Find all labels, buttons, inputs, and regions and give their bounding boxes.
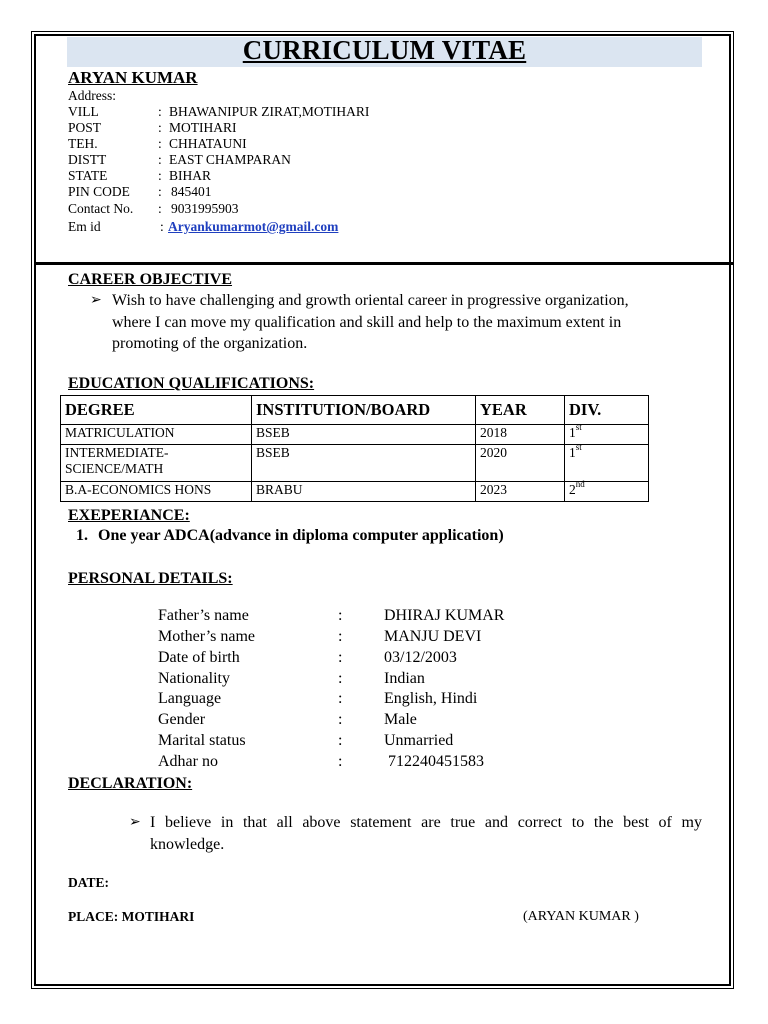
experience-heading: EXEPERIANCE: [68,507,190,524]
address-label [68,88,116,104]
personal-label: Gender [158,711,206,728]
degree-text: B.A-ECONOMICS HONS [65,482,212,497]
degree-text-line2: SCIENCE/MATH [65,461,164,476]
detail-label: POST [68,120,102,135]
detail-value: EAST CHAMPARAN [169,152,291,167]
cell-year: 2018 [476,425,565,445]
personal-value: Unmarried [384,732,454,749]
detail-sep: : [158,184,162,199]
address-label-text: Address: [68,88,116,103]
email-sep: : [160,219,164,234]
div-suffix: st [575,421,582,432]
cell-degree [61,482,252,502]
personal-value: English, Hindi [384,690,478,707]
email-label: Em id [68,219,101,234]
cell-div [565,478,649,502]
detail-value: 9031995903 [171,201,239,216]
detail-sep: : [158,104,162,119]
cell-div [565,441,649,482]
personal-label: Nationality [158,670,230,687]
table-row [61,445,649,482]
personal-value: DHIRAJ KUMAR [384,607,505,624]
career-objective-text [112,290,712,355]
experience-number: 1. [76,527,88,544]
div-suffix: nd [575,478,585,489]
detail-sep: : [158,136,162,151]
cell-year: 2020 [476,445,565,482]
personal-label: Mother’s name [158,628,256,645]
cell-year: 2023 [476,482,565,502]
detail-label: PIN CODE [68,184,130,199]
declaration-line: knowledge. [150,835,225,853]
personal-sep: : [338,670,343,687]
detail-sep: : [158,168,162,183]
education-heading: EDUCATION QUALIFICATIONS: [68,375,315,392]
personal-value: MANJU DEVI [384,628,482,645]
detail-value: BIHAR [169,168,212,183]
education-table [60,395,649,502]
personal-sep: : [338,649,343,666]
table-row [61,425,649,445]
detail-sep: : [158,152,162,167]
degree-text: INTERMEDIATE- [65,445,169,460]
candidate-name: ARYAN KUMAR [68,68,198,87]
div-text: 1 [569,445,576,460]
personal-value: 03/12/2003 [384,649,457,666]
arrow-bullet-icon: ➢ [90,293,102,308]
cell-board: BRABU [252,482,476,502]
personal-details-heading: PERSONAL DETAILS: [68,570,233,587]
div-text: 1 [569,425,576,440]
personal-label: Language [158,690,222,707]
detail-value: MOTIHARI [169,120,237,135]
career-line: Wish to have challenging and growth oriental career in progressive organization, [112,292,629,309]
personal-value: 712240451583 [384,753,484,770]
email-link[interactable]: Aryankumarmot@gmail.com [168,219,339,234]
col-div: DIV. [565,396,649,425]
table-row [61,482,649,502]
personal-label: Adhar no [158,753,218,770]
detail-sep: : [158,201,162,216]
page-title: CURRICULUM VITAE [242,35,527,65]
div-suffix: st [575,441,582,452]
col-year: YEAR [476,396,565,425]
career-objective-heading: CAREER OBJECTIVE [68,271,233,288]
detail-value: BHAWANIPUR ZIRAT,MOTIHARI [169,104,370,119]
declaration-text [150,812,702,855]
detail-value: 845401 [171,184,212,199]
signature-name: (ARYAN KUMAR ) [523,909,639,924]
degree-text: MATRICULATION [65,425,175,440]
experience-item [76,527,504,545]
career-line: promoting of the organization. [112,335,308,352]
personal-sep: : [338,711,343,728]
declaration-line: I believe in that all above statement are true and correct to the best of my [150,814,702,831]
personal-sep: : [338,628,343,645]
personal-label: Marital status [158,732,246,749]
personal-label: Date of birth [158,649,240,666]
personal-sep: : [338,753,343,770]
detail-label: TEH. [68,136,98,151]
cell-board: BSEB [252,425,476,445]
arrow-bullet-icon: ➢ [129,815,141,830]
detail-label: VILL [68,104,99,119]
table-header-row [61,396,649,425]
personal-value: Indian [384,670,425,687]
header-divider [35,262,734,265]
place-label: PLACE: MOTIHARI [68,909,195,924]
detail-label: STATE [68,168,108,183]
personal-sep: : [338,690,343,707]
col-degree: DEGREE [61,396,252,425]
cell-board: BSEB [252,445,476,482]
col-institution: INSTITUTION/BOARD [252,396,476,425]
div-text: 2 [569,482,576,497]
personal-sep: : [338,732,343,749]
personal-label: Father’s name [158,607,249,624]
personal-sep: : [338,607,343,624]
declaration-heading: DECLARATION: [68,775,193,792]
cell-degree [61,445,252,482]
experience-text: One year ADCA(advance in diploma computer application) [98,527,504,544]
detail-label: DISTT [68,152,107,167]
date-label: DATE: [68,875,110,890]
cell-degree [61,425,252,445]
detail-sep: : [158,120,162,135]
career-line: where I can move my qualification and skill and help to the maximum extent in [112,313,622,331]
detail-label: Contact No. [68,201,134,216]
personal-value: Male [384,711,417,728]
detail-value: CHHATAUNI [169,136,247,151]
